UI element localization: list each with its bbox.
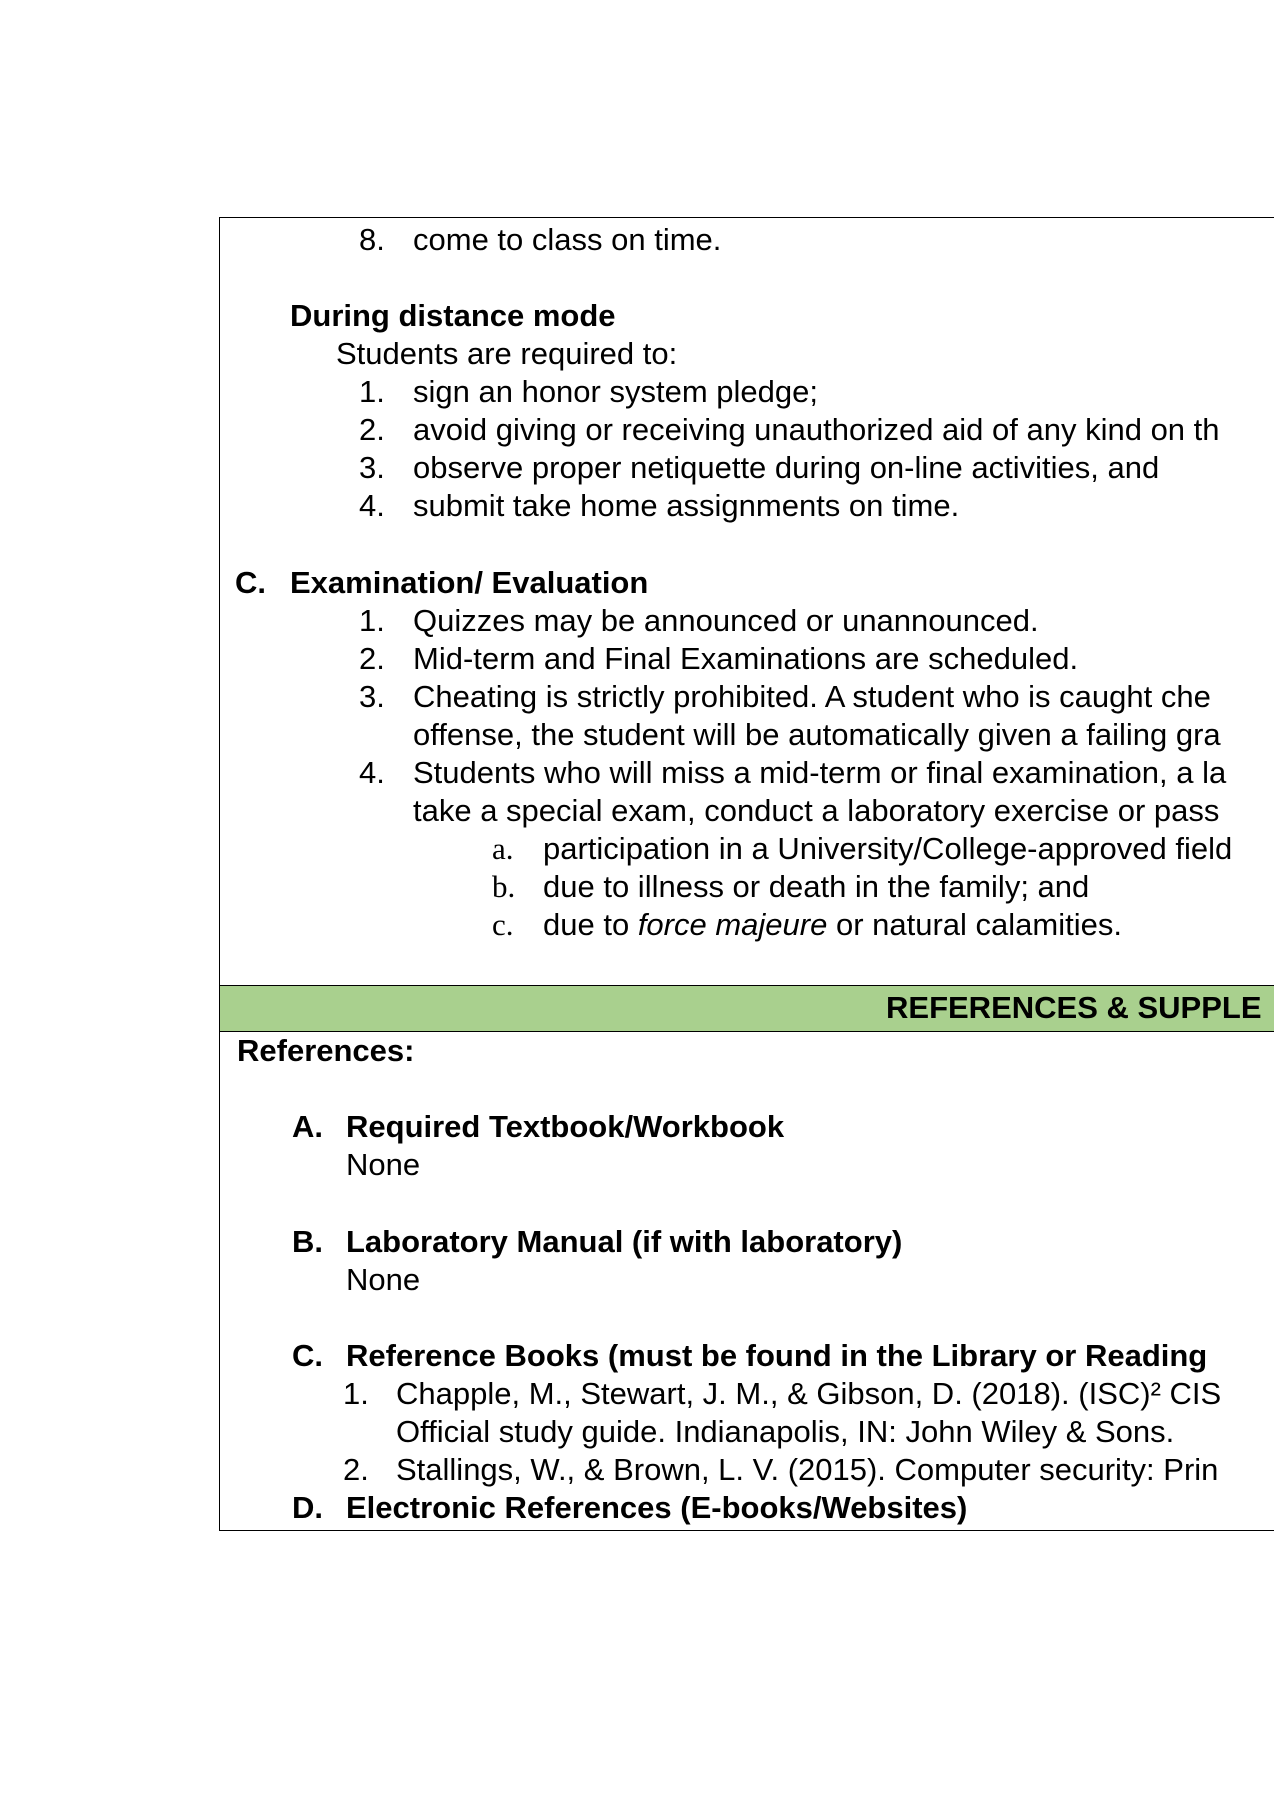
force-majeure-text: force majeure <box>637 907 828 942</box>
list-item: observe proper netiquette during on-line activities, and <box>413 450 1160 485</box>
list-item: submit take home assignments on time. <box>413 488 960 523</box>
section-letter: A. <box>292 1109 323 1144</box>
section-letter: B. <box>292 1224 323 1259</box>
list-item: Students who will miss a mid-term or final examination, a la <box>413 755 1227 790</box>
list-number: 1. <box>343 1376 369 1411</box>
section-band-title: REFERENCES & SUPPLE <box>886 990 1262 1025</box>
policies-cell <box>220 218 1274 985</box>
sub-list-item: due to force majeure or natural calamities. <box>543 907 1122 942</box>
sub-list-letter: c. <box>492 907 514 942</box>
sub-list-letter: b. <box>492 869 516 904</box>
lab-manual-value: None <box>346 1262 421 1297</box>
required-textbook-value: None <box>346 1147 421 1182</box>
list-item: sign an honor system pledge; <box>413 374 818 409</box>
sub-list-item: due to illness or death in the family; and <box>543 869 1090 904</box>
section-letter: C. <box>235 565 266 600</box>
references-cell <box>220 1032 1274 1530</box>
list-number: 3. <box>359 679 385 714</box>
list-item: Quizzes may be announced or unannounced. <box>413 603 1039 638</box>
list-number: 4. <box>359 755 385 790</box>
distance-mode-heading: During distance mode <box>290 298 616 333</box>
references-label: References: <box>237 1033 415 1068</box>
list-number: 1. <box>359 603 385 638</box>
required-textbook-heading: Required Textbook/Workbook <box>346 1109 785 1144</box>
list-item-continuation: offense, the student will be automatically given a failing gra <box>413 717 1221 752</box>
list-number: 2. <box>343 1452 369 1487</box>
list-number: 1. <box>359 374 385 409</box>
reference-entry-continuation: Official study guide. Indianapolis, IN: John Wiley & Sons. <box>396 1414 1175 1449</box>
distance-mode-intro: Students are required to: <box>336 336 678 371</box>
sub-list-item: participation in a University/College-approved field <box>543 831 1233 866</box>
sub-list-letter: a. <box>492 831 514 866</box>
electronic-references-heading: Electronic References (E-books/Websites) <box>346 1490 968 1525</box>
references-section-band <box>220 985 1274 1032</box>
list-item-continuation: take a special exam, conduct a laboratory exercise or pass <box>413 793 1220 828</box>
list-number: 8. <box>359 222 385 257</box>
reference-entry: Stallings, W., & Brown, L. V. (2015). Computer security: Prin <box>396 1452 1219 1487</box>
list-item: avoid giving or receiving unauthorized aid of any kind on th <box>413 412 1220 447</box>
list-number: 3. <box>359 450 385 485</box>
list-number: 2. <box>359 412 385 447</box>
reference-entry: Chapple, M., Stewart, J. M., & Gibson, D. (2018). (ISC)² CIS <box>396 1376 1222 1411</box>
list-item: Cheating is strictly prohibited. A student who is caught che <box>413 679 1211 714</box>
list-item: Mid-term and Final Examinations are scheduled. <box>413 641 1079 676</box>
examination-heading: Examination/ Evaluation <box>290 565 649 600</box>
reference-books-heading: Reference Books (must be found in the Library or Reading <box>346 1338 1208 1373</box>
list-number: 4. <box>359 488 385 523</box>
list-number: 2. <box>359 641 385 676</box>
syllabus-table <box>219 217 1274 1531</box>
section-letter: D. <box>292 1490 323 1525</box>
lab-manual-heading: Laboratory Manual (if with laboratory) <box>346 1224 903 1259</box>
list-item: come to class on time. <box>413 222 722 257</box>
section-letter: C. <box>292 1338 323 1373</box>
